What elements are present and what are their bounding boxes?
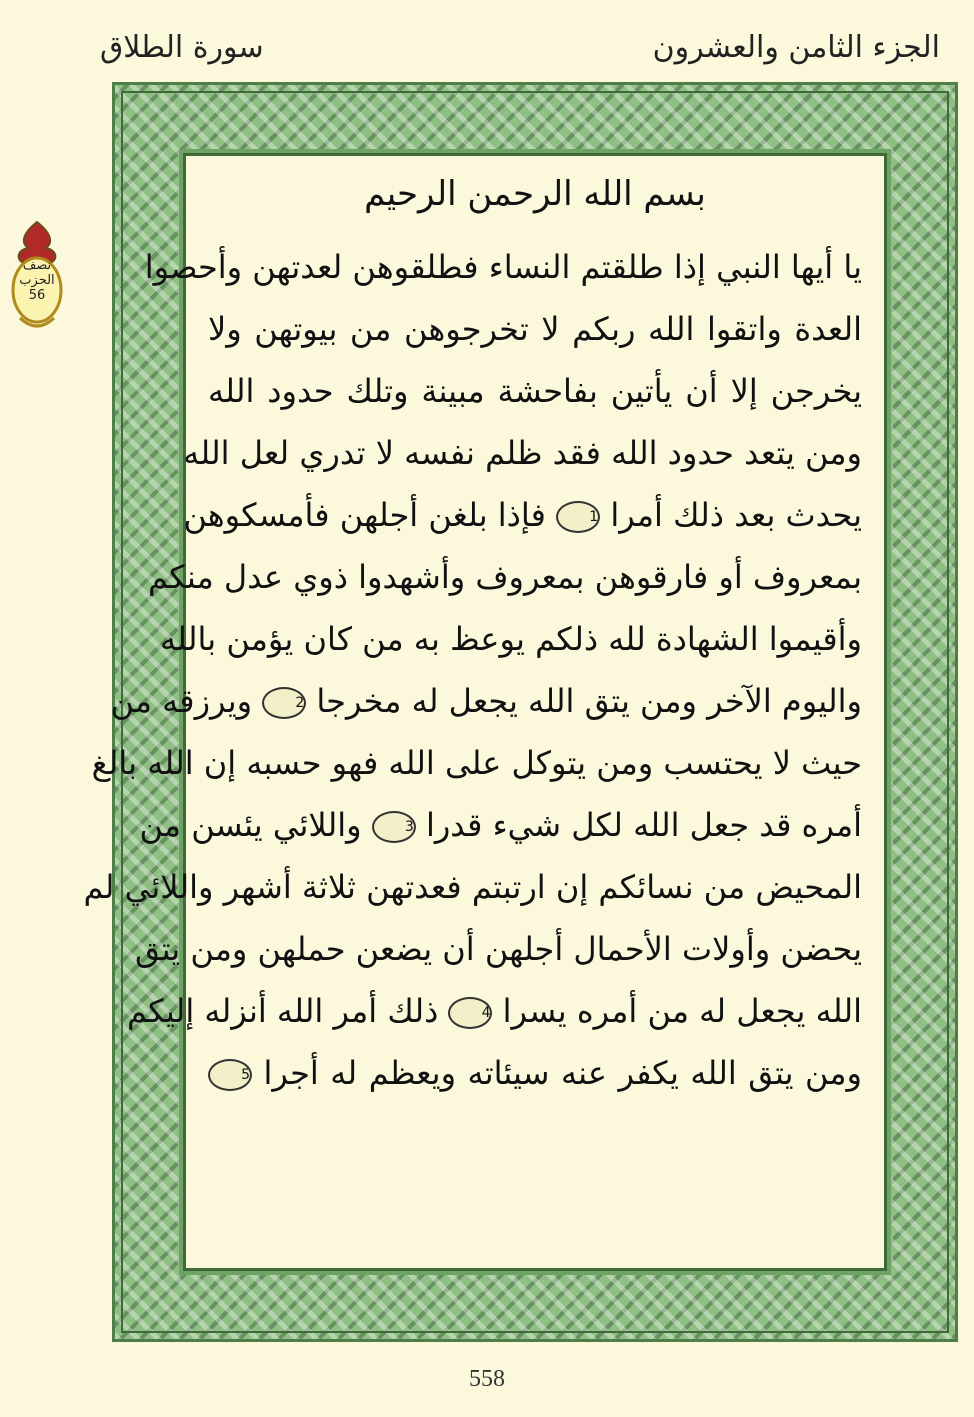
verse-text: يخرجن إلا أن يأتين بفاحشة مبينة وتلك حدود الله bbox=[208, 372, 862, 410]
verse-line bbox=[183, 484, 862, 546]
juz-title: الجزء الثامن والعشرون bbox=[652, 30, 940, 65]
verse-text: ومن يتق الله يكفر عنه سيئاته ويعظم له أجرا bbox=[263, 1054, 863, 1092]
verse-line bbox=[126, 980, 862, 1042]
verse-line bbox=[208, 1042, 862, 1104]
verse-text: فإذا بلغن أجلهن فأمسكوهن bbox=[183, 496, 546, 534]
verse-line bbox=[110, 670, 862, 732]
ayah-number-marker: 2 bbox=[262, 687, 306, 719]
surah-title: سورة الطلاق bbox=[100, 30, 264, 65]
ayah-number-marker: 3 bbox=[372, 811, 416, 843]
hizb-number: 56 bbox=[28, 288, 46, 303]
verse-text: الله يجعل له من أمره يسرا bbox=[502, 992, 862, 1030]
verse-line bbox=[147, 546, 862, 608]
verse-text: أمره قد جعل الله لكل شيء قدرا bbox=[425, 806, 862, 844]
page-number: 558 bbox=[469, 1366, 505, 1392]
basmala: بسم الله الرحمن الرحيم bbox=[364, 174, 706, 214]
verse-text: المحيض من نسائكم إن ارتبتم فعدتهن ثلاثة أشهر واللائي لم bbox=[83, 868, 862, 906]
verse-text: بمعروف أو فارقوهن بمعروف وأشهدوا ذوي عدل منكم bbox=[147, 558, 862, 596]
verse-line bbox=[139, 794, 862, 856]
verse-text: يحدث بعد ذلك أمرا bbox=[610, 496, 862, 534]
verse-text: يا أيها النبي إذا طلقتم النساء فطلقوهن لعدتهن وأحصوا bbox=[144, 248, 862, 286]
verse-text: حيث لا يحتسب ومن يتوكل على الله فهو حسبه إن الله بالغ bbox=[91, 744, 862, 782]
verse-line bbox=[91, 732, 862, 794]
verse-line bbox=[183, 422, 862, 484]
text-panel bbox=[83, 153, 887, 1271]
verse-line bbox=[83, 856, 862, 918]
verse-text: وأقيموا الشهادة لله ذلكم يوعظ به من كان يؤمن بالله bbox=[160, 620, 862, 658]
verse-line bbox=[208, 360, 862, 422]
verse-text: العدة واتقوا الله ربكم لا تخرجوهن من بيوتهن ولا bbox=[208, 310, 862, 348]
ayah-number-marker: 5 bbox=[208, 1059, 252, 1091]
ayah-number-marker: 1 bbox=[556, 501, 600, 533]
verse-text: واللائي يئسن من bbox=[139, 806, 362, 844]
verse-line bbox=[208, 298, 862, 360]
page-header bbox=[100, 20, 940, 70]
hizb-label-word: الحزب bbox=[19, 273, 55, 288]
verse-text: واليوم الآخر ومن يتق الله يجعل له مخرجا bbox=[316, 682, 862, 720]
verse-text: ومن يتعد حدود الله فقد ظلم نفسه لا تدري لعل الله bbox=[183, 434, 862, 472]
verse-line bbox=[134, 918, 862, 980]
verse-line bbox=[144, 236, 862, 298]
ayah-number-marker: 4 bbox=[448, 997, 492, 1029]
verse-lines bbox=[83, 236, 863, 1104]
hizb-marker bbox=[6, 218, 68, 336]
verse-line bbox=[160, 608, 862, 670]
verse-text: يحضن وأولات الأحمال أجلهن أن يضعن حملهن ومن يتق bbox=[134, 930, 862, 968]
verse-text: ذلك أمر الله أنزله إليكم bbox=[126, 992, 439, 1030]
verse-text: ويرزقه من bbox=[110, 682, 253, 720]
ornamental-frame bbox=[83, 82, 958, 1342]
hizb-label-half: نصف bbox=[22, 258, 52, 273]
